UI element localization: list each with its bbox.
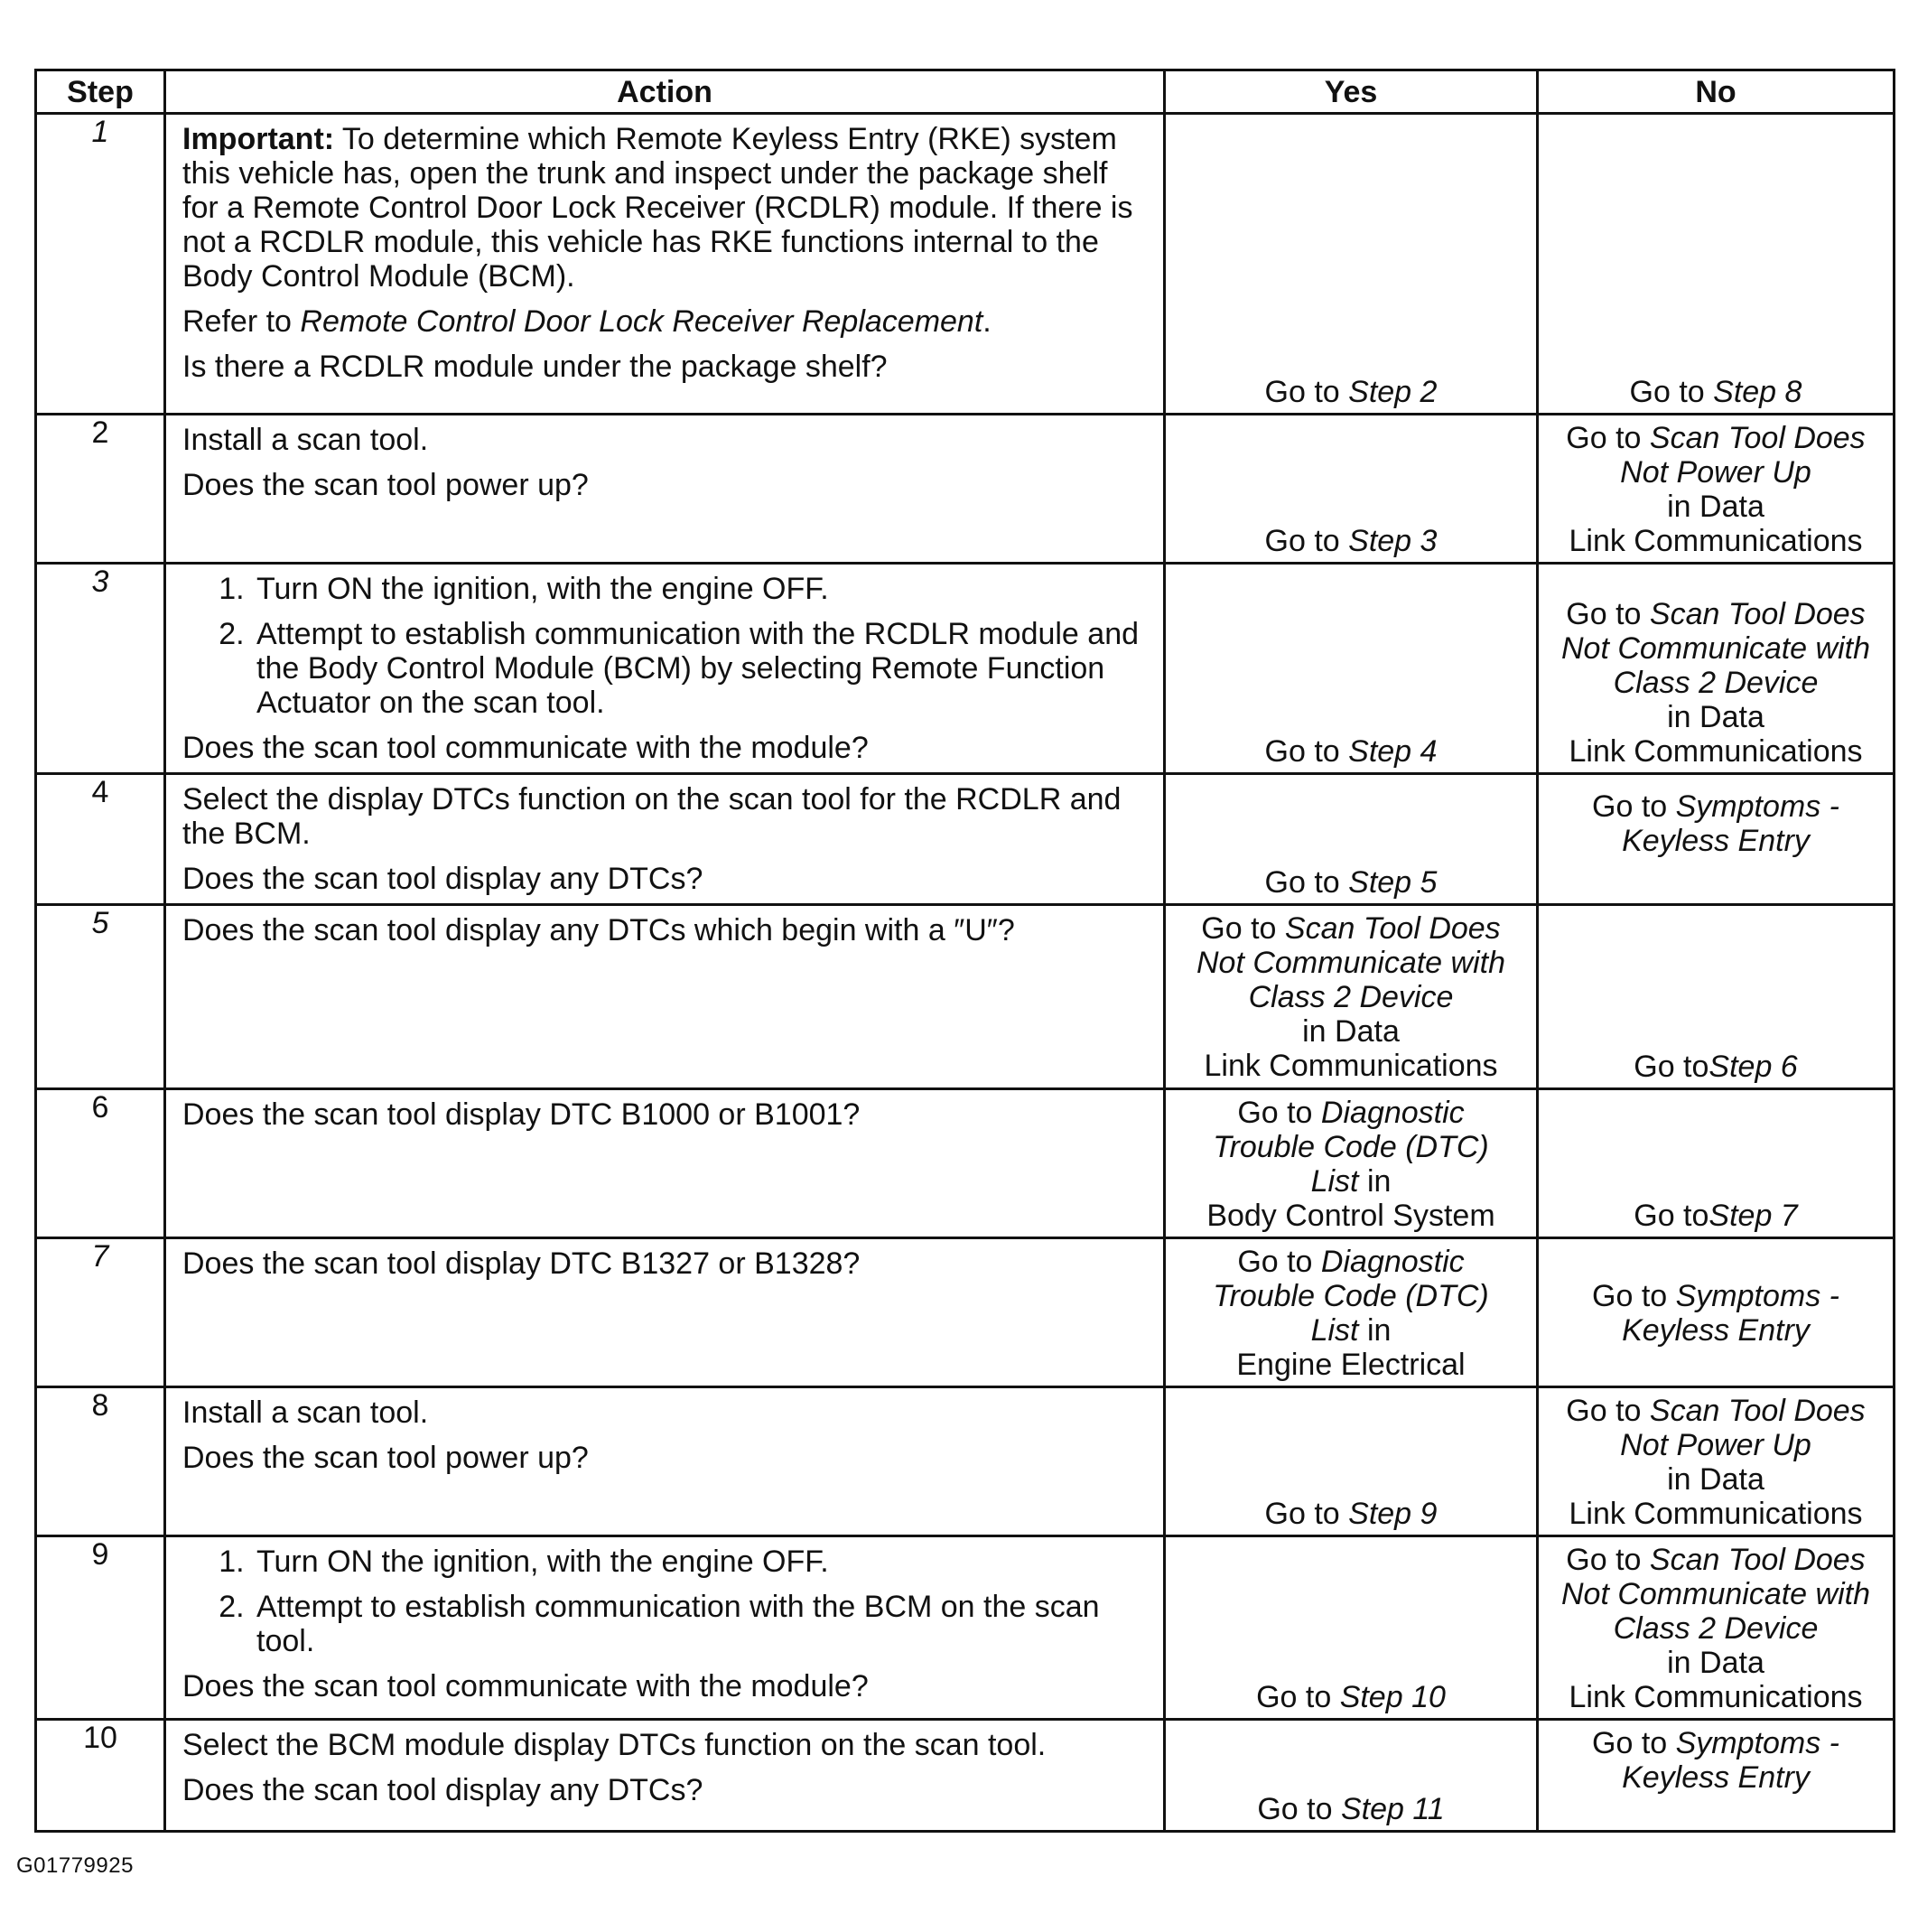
yes-link[interactable]: Step 9	[1348, 1497, 1438, 1531]
refer-suffix: .	[982, 304, 992, 339]
yes-prefix: Go to	[1264, 734, 1349, 769]
yes-link[interactable]: Trouble Code (DTC)	[1213, 1279, 1489, 1313]
no-link[interactable]: Scan Tool Does	[1649, 597, 1866, 631]
no-prefix: Go to	[1566, 421, 1650, 455]
no-line: in Data	[1667, 490, 1764, 524]
yes-cell	[1165, 564, 1538, 774]
no-cell	[1538, 1238, 1895, 1387]
header-no: No	[1538, 70, 1895, 114]
yes-link[interactable]: Step 5	[1348, 865, 1438, 900]
action-cell	[165, 1387, 1165, 1536]
action-text: Select the BCM module display DTCs function on the scan tool.	[182, 1728, 1047, 1762]
step-number: 2	[36, 415, 165, 564]
step-question: Does the scan tool power up?	[182, 1441, 589, 1475]
step-number: 9	[36, 1536, 165, 1720]
yes-cell	[1165, 905, 1538, 1089]
no-prefix: Go to	[1592, 1279, 1676, 1313]
step-question: Does the scan tool communicate with the module?	[182, 731, 869, 765]
no-link[interactable]: Scan Tool Does	[1649, 1394, 1866, 1428]
no-line	[1544, 421, 1887, 455]
no-link[interactable]: Step 7	[1709, 1199, 1798, 1233]
yes-prefix: Go to	[1256, 1680, 1340, 1714]
step-number: 1	[36, 114, 165, 415]
action-cell	[165, 905, 1165, 1089]
yes-cell	[1165, 1089, 1538, 1238]
yes-link[interactable]: Step 2	[1348, 375, 1438, 409]
refer-prefix: Refer to	[182, 304, 301, 339]
step-number: 7	[36, 1238, 165, 1387]
step-question: Does the scan tool display any DTCs?	[182, 1773, 703, 1807]
action-cell	[165, 774, 1165, 905]
no-link[interactable]: Symptoms -	[1675, 1279, 1839, 1313]
action-text: Install a scan tool.	[182, 1395, 429, 1430]
action-cell	[165, 1238, 1165, 1387]
table-row	[36, 774, 1895, 905]
list-item: 1. Turn ON the ignition, with the engine OFF.	[253, 1545, 1147, 1579]
no-line: Link Communications	[1569, 524, 1863, 558]
list-item: 2. Attempt to establish communication with the RCDLR module and the Body Control Module (BCM) by selecting Remote Function Actuator on the scan tool.	[253, 617, 1147, 720]
no-line: in Data	[1667, 700, 1764, 734]
no-link[interactable]: Scan Tool Does	[1649, 421, 1866, 455]
table-row	[36, 1720, 1895, 1832]
table-row	[36, 1238, 1895, 1387]
yes-suffix: in	[1358, 1164, 1392, 1199]
yes-line	[1171, 1313, 1531, 1348]
no-link[interactable]: Scan Tool Does	[1649, 1543, 1866, 1577]
action-cell	[165, 1720, 1165, 1832]
action-text: Select the display DTCs function on the scan tool for the RCDLR and the BCM.	[182, 782, 1122, 851]
step-question: Does the scan tool communicate with the module?	[182, 1669, 869, 1703]
step-number: 6	[36, 1089, 165, 1238]
no-cell	[1538, 905, 1895, 1089]
step-question: Does the scan tool display any DTCs which begin with a ″U″?	[182, 913, 1015, 947]
header-yes: Yes	[1165, 70, 1538, 114]
no-cell	[1538, 1387, 1895, 1536]
no-cell	[1538, 114, 1895, 415]
step-question: Does the scan tool power up?	[182, 468, 589, 502]
table-row	[36, 1536, 1895, 1720]
no-prefix: Go to	[1592, 789, 1676, 824]
step-number: 4	[36, 774, 165, 905]
yes-link[interactable]: Scan Tool Does	[1284, 911, 1501, 946]
no-prefix: Go to	[1634, 1199, 1709, 1233]
table-header-row	[36, 70, 1895, 114]
no-line	[1544, 1394, 1887, 1428]
no-line: Link Communications	[1569, 1497, 1863, 1531]
yes-link[interactable]: Step 11	[1340, 1792, 1445, 1826]
action-cell	[165, 564, 1165, 774]
important-text: To determine which Remote Keyless Entry (RKE) system this vehicle has, open the trunk and inspect under the package shelf for a Remote Control Door Lock Receiver (RCDLR) module. If there is not a RCDLR module, this vehicle has RKE functions internal to the Body Control Module (BCM).	[182, 122, 1133, 294]
action-text: Install a scan tool.	[182, 423, 429, 457]
yes-link[interactable]: Trouble Code (DTC)	[1213, 1130, 1489, 1164]
header-step: Step	[36, 70, 165, 114]
yes-link[interactable]: Class 2 Device	[1248, 980, 1454, 1014]
yes-prefix: Go to	[1237, 1096, 1321, 1130]
no-prefix: Go to	[1634, 1050, 1709, 1084]
no-cell	[1538, 1536, 1895, 1720]
no-prefix: Go to	[1566, 597, 1650, 631]
step-number: 3	[36, 564, 165, 774]
yes-line	[1171, 1096, 1531, 1130]
no-link[interactable]: Not Power Up	[1620, 455, 1811, 490]
yes-prefix: Go to	[1237, 1245, 1321, 1279]
refer-note	[182, 304, 1147, 339]
yes-prefix: Go to	[1264, 375, 1349, 409]
no-cell	[1538, 415, 1895, 564]
table-row	[36, 564, 1895, 774]
no-link[interactable]: Step 6	[1709, 1050, 1798, 1084]
no-link[interactable]: Symptoms -	[1675, 789, 1839, 824]
step-number: 5	[36, 905, 165, 1089]
yes-cell	[1165, 415, 1538, 564]
no-link[interactable]: Keyless Entry	[1622, 1313, 1810, 1348]
no-line	[1544, 1279, 1887, 1313]
no-line: in Data	[1667, 1462, 1764, 1497]
yes-link[interactable]: Diagnostic	[1320, 1245, 1465, 1279]
yes-cell	[1165, 1720, 1538, 1832]
figure-id: G01779925	[16, 1853, 134, 1878]
list-item: 2. Attempt to establish communication with the BCM on the scan tool.	[253, 1590, 1147, 1658]
no-line	[1544, 1726, 1887, 1760]
no-link[interactable]: Not Power Up	[1620, 1428, 1811, 1462]
no-prefix: Go to	[1592, 1726, 1676, 1760]
no-line: Link Communications	[1569, 734, 1863, 769]
yes-suffix: in	[1358, 1313, 1392, 1348]
yes-prefix: Go to	[1201, 911, 1285, 946]
no-cell	[1538, 564, 1895, 774]
important-label: Important:	[182, 122, 335, 156]
no-line	[1544, 597, 1887, 631]
no-link[interactable]: Step 8	[1713, 375, 1802, 409]
action-cell	[165, 415, 1165, 564]
no-prefix: Go to	[1566, 1394, 1650, 1428]
yes-link[interactable]: Diagnostic	[1320, 1096, 1465, 1130]
no-link[interactable]: Keyless Entry	[1622, 1760, 1810, 1795]
yes-prefix: Go to	[1264, 865, 1349, 900]
step-question: Does the scan tool display any DTCs?	[182, 862, 703, 896]
table-row	[36, 415, 1895, 564]
yes-link[interactable]: Step 3	[1348, 524, 1438, 558]
no-link[interactable]: Class 2 Device	[1613, 666, 1819, 700]
step-number: 8	[36, 1387, 165, 1536]
yes-line: Link Communications	[1204, 1049, 1498, 1083]
table-row	[36, 905, 1895, 1089]
action-cell	[165, 1536, 1165, 1720]
important-note	[182, 122, 1147, 294]
no-line: in Data	[1667, 1646, 1764, 1680]
no-cell	[1538, 774, 1895, 905]
yes-link[interactable]: Step 4	[1348, 734, 1438, 769]
step-question: Is there a RCDLR module under the package shelf?	[182, 350, 888, 384]
no-link[interactable]: Class 2 Device	[1613, 1611, 1819, 1646]
action-cell	[165, 1089, 1165, 1238]
yes-cell	[1165, 1536, 1538, 1720]
no-cell	[1538, 1089, 1895, 1238]
yes-prefix: Go to	[1257, 1792, 1341, 1826]
yes-prefix: Go to	[1264, 524, 1349, 558]
yes-line	[1171, 1245, 1531, 1279]
table-row	[36, 114, 1895, 415]
yes-line: Engine Electrical	[1236, 1348, 1466, 1382]
step-question: Does the scan tool display DTC B1000 or B1001?	[182, 1097, 861, 1132]
yes-link[interactable]: List	[1310, 1313, 1359, 1348]
no-prefix: Go to	[1629, 375, 1714, 409]
header-action: Action	[165, 70, 1165, 114]
table-row	[36, 1387, 1895, 1536]
yes-line	[1171, 911, 1531, 946]
no-line: Link Communications	[1569, 1680, 1863, 1714]
no-prefix: Go to	[1566, 1543, 1650, 1577]
no-link[interactable]: Not Communicate with	[1560, 1577, 1870, 1611]
no-line	[1544, 789, 1887, 824]
no-cell	[1538, 1720, 1895, 1832]
no-link[interactable]: Keyless Entry	[1622, 824, 1810, 858]
yes-link[interactable]: List	[1310, 1164, 1359, 1199]
no-line	[1544, 1543, 1887, 1577]
yes-cell	[1165, 774, 1538, 905]
yes-line: Body Control System	[1206, 1199, 1495, 1233]
yes-link[interactable]: Not Communicate with	[1196, 946, 1505, 980]
yes-line: in Data	[1302, 1014, 1400, 1049]
yes-cell	[1165, 1238, 1538, 1387]
no-link[interactable]: Not Communicate with	[1560, 631, 1870, 666]
yes-prefix: Go to	[1264, 1497, 1349, 1531]
diagnostic-table	[34, 69, 1895, 1833]
refer-link[interactable]: Remote Control Door Lock Receiver Replacement	[300, 304, 983, 339]
table-row	[36, 1089, 1895, 1238]
step-number: 10	[36, 1720, 165, 1832]
yes-cell	[1165, 114, 1538, 415]
yes-line	[1171, 1164, 1531, 1199]
yes-cell	[1165, 1387, 1538, 1536]
action-steps-list	[182, 572, 1147, 720]
yes-link[interactable]: Step 10	[1339, 1680, 1446, 1714]
action-cell	[165, 114, 1165, 415]
no-link[interactable]: Symptoms -	[1675, 1726, 1839, 1760]
action-steps-list	[182, 1545, 1147, 1658]
step-question: Does the scan tool display DTC B1327 or B1328?	[182, 1246, 861, 1281]
list-item: 1. Turn ON the ignition, with the engine OFF.	[253, 572, 1147, 606]
